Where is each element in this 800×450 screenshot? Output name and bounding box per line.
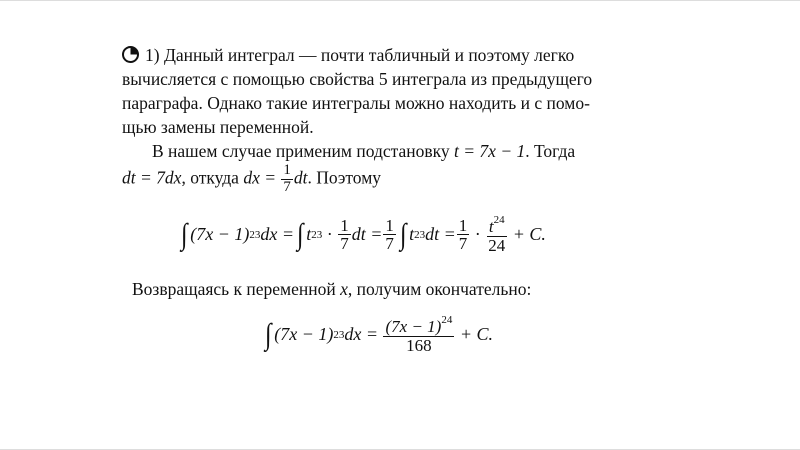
fraction-final: $\frac{(7x - 1)^{24}}{168}$ bbox=[385, 314, 453, 355]
integral-sign: ∫ bbox=[180, 217, 188, 251]
paragraph-3: Возвращаясь к переменной x, получим окончательно: bbox=[132, 279, 532, 299]
integral-sign: ∫ bbox=[399, 217, 407, 251]
fraction-one-seventh: $\frac{1}{7}$ bbox=[283, 162, 291, 195]
paragraph-1-line-2: вычисляется с помощью свойства 5 интеграла из предыдущего bbox=[122, 69, 593, 89]
paragraph-2-line-2: dt = 7dx, откуда dx = $\frac{1}{7}$ dt. Поэтому bbox=[122, 162, 382, 195]
fraction-one-seventh: $\frac{1}{7}$ bbox=[458, 215, 468, 254]
paragraph-1-line-4: щью замены переменной. bbox=[122, 117, 314, 137]
fraction-one-seventh: $\frac{1}{7}$ bbox=[385, 215, 394, 254]
paragraph-1-line-3: параграфа. Однако такие интегралы можно находить и с помо- bbox=[122, 93, 590, 113]
integral-sign: ∫ bbox=[264, 317, 272, 351]
integral-sign: ∫ bbox=[296, 217, 304, 251]
paragraph-2-line-1: В нашем случае применим подстановку t = 7x − 1. Тогда bbox=[152, 141, 576, 161]
substitution: t = 7x − 1 bbox=[454, 141, 526, 161]
paragraph-1 bbox=[122, 43, 678, 196]
formula-final: ∫ (7x − 1) 23 dx = $\frac{(7x - 1)^{24}}{168}$ + C. bbox=[264, 314, 493, 355]
fraction-t24-over-24: $\frac{t^{24}}{24}$ bbox=[488, 214, 506, 255]
formula-substitution: ∫ (7x − 1) 23 dx = ∫ t 23 · $\frac{1}{7}$ dt = $\frac{1}{7}$ ∫ t 23 dt = $\frac{1}{7}$ · $\frac{t^{24}}{24}$ + C. bbox=[180, 214, 546, 255]
paragraph-1-line-1: 1) Данный интеграл — почти табличный и поэтому легко bbox=[122, 43, 678, 67]
fraction-one-seventh: $\frac{1}{7}$ bbox=[340, 215, 349, 254]
half-circle-bullet-icon bbox=[122, 46, 139, 63]
